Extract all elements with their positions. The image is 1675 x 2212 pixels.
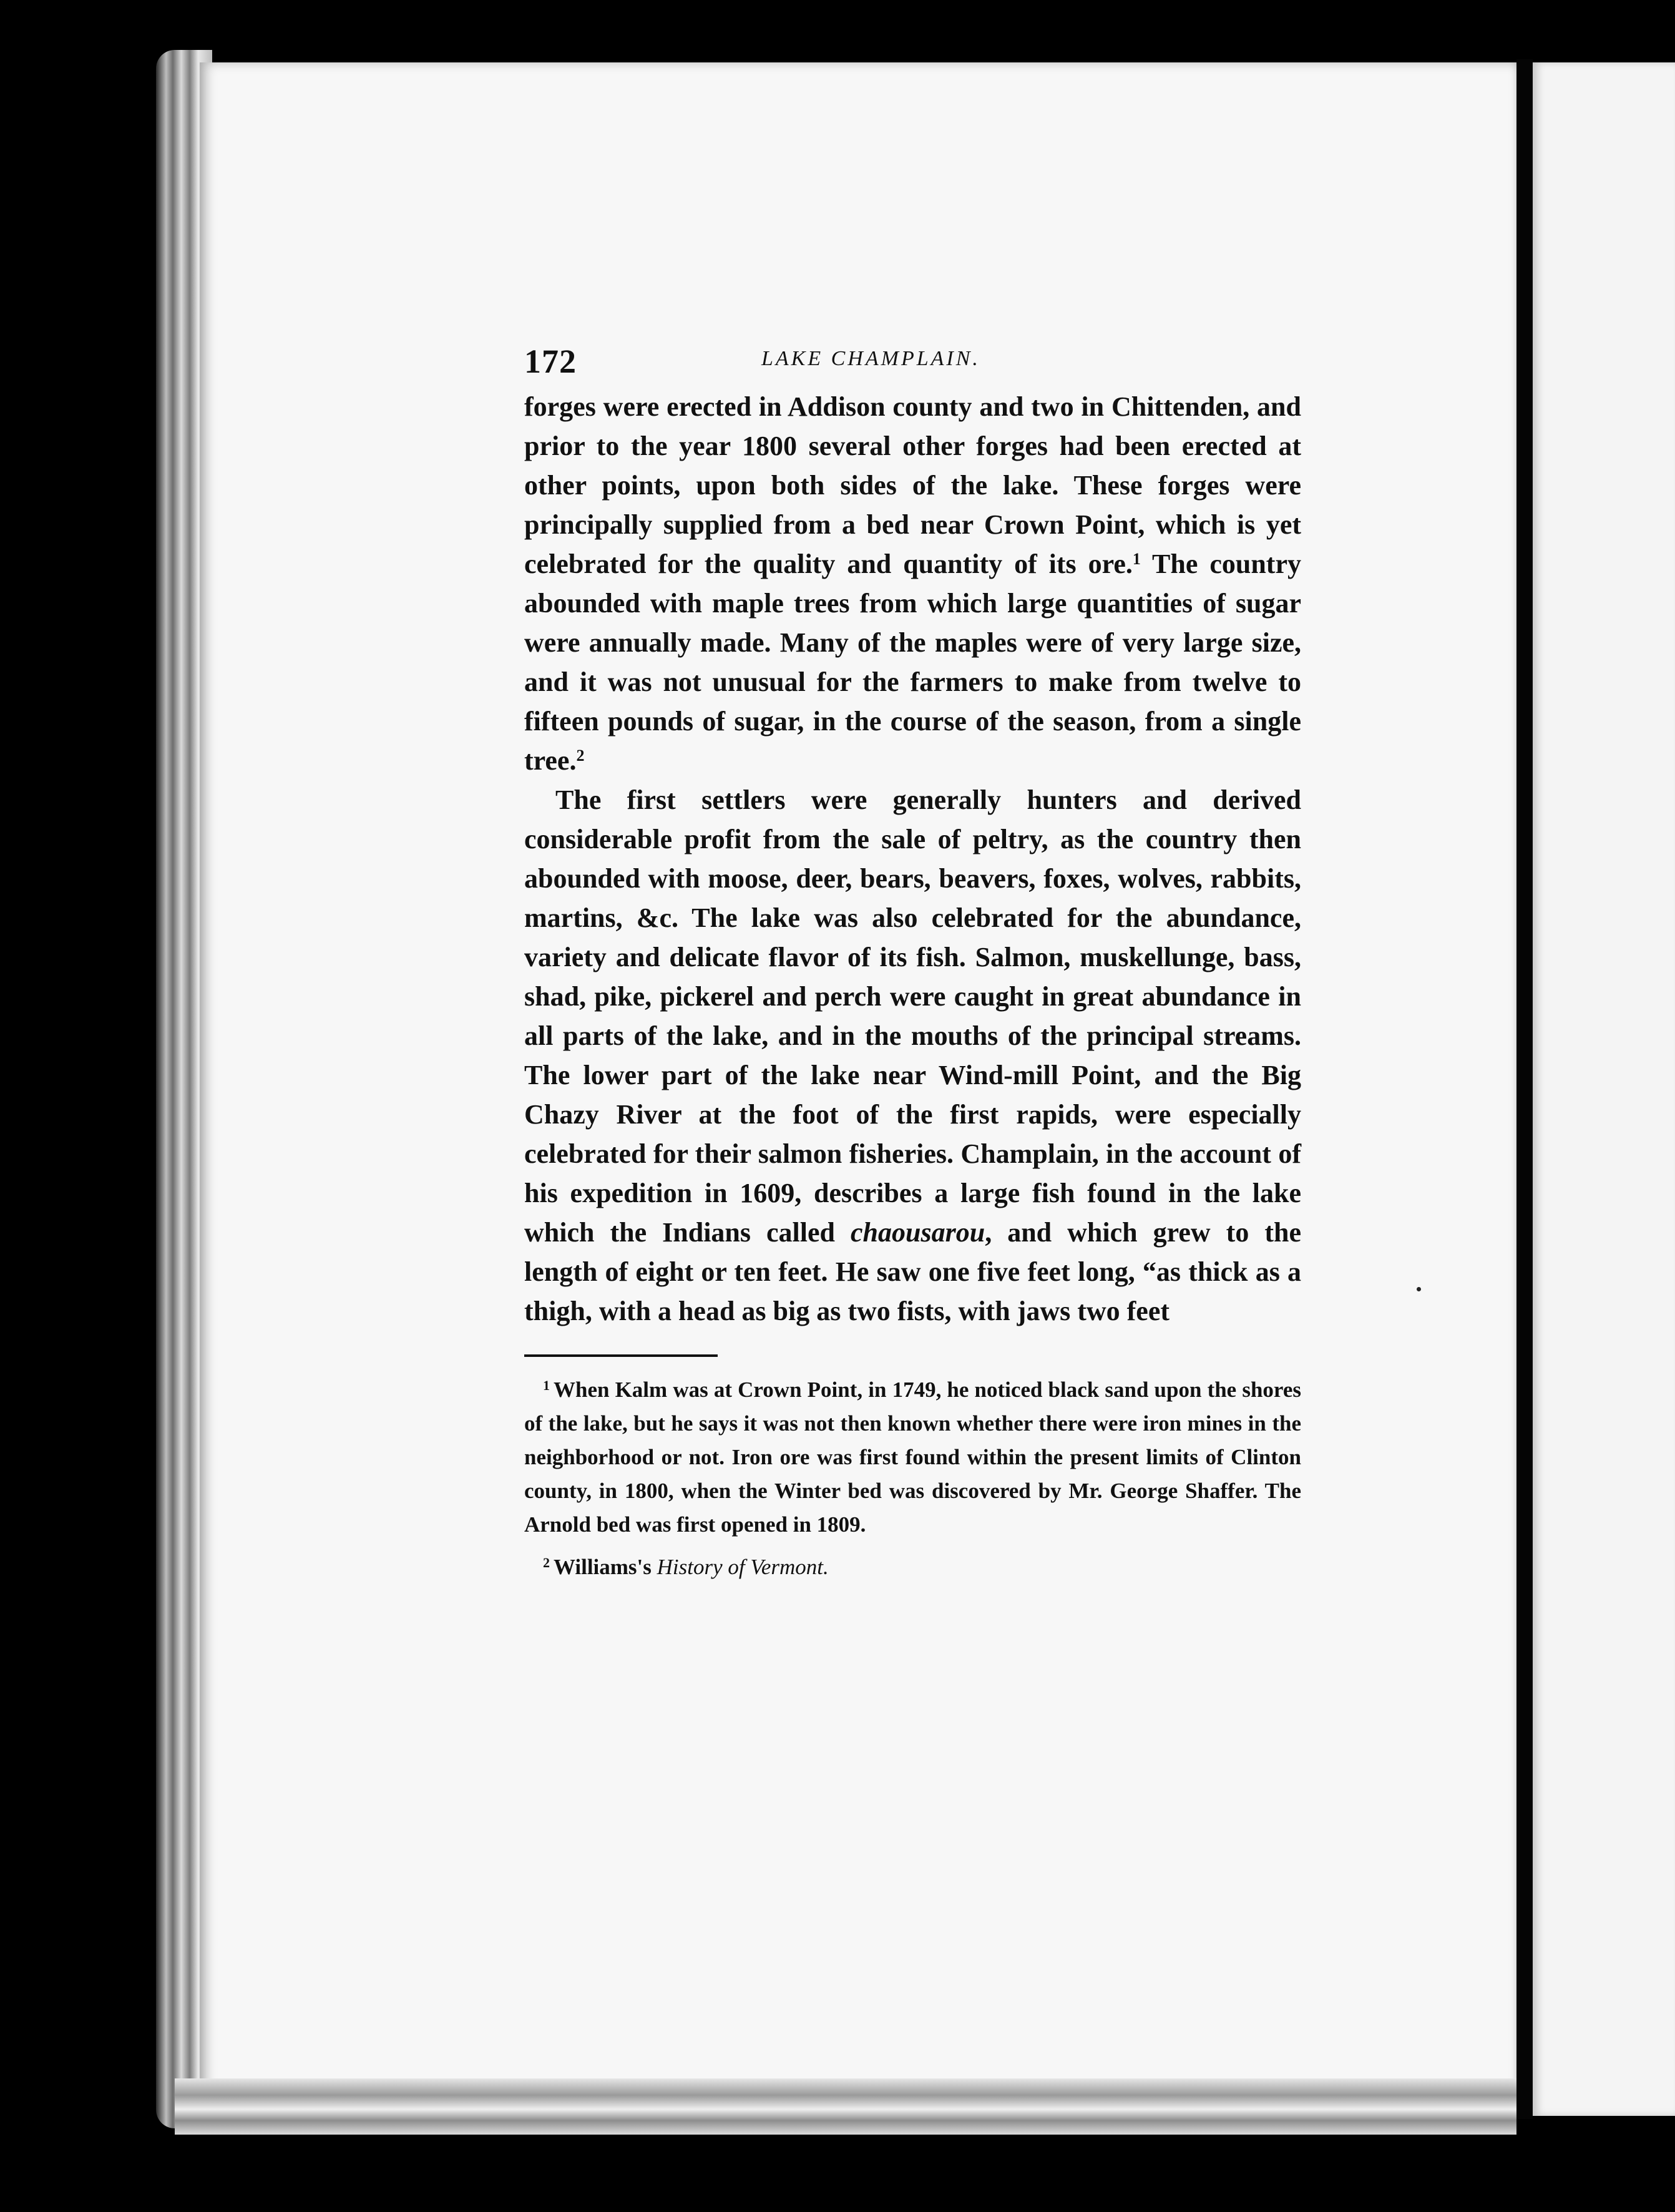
footnotes [524, 1373, 1301, 1584]
book-edge-bottom [175, 2078, 1516, 2135]
paragraph-text: The first settlers were generally hunters and derived considerable profit from the sale of peltry, as the country then abounded with moose, deer, bears, beavers, foxes, wolves, rabbits, martins, &c. The lake was also celebrated for the abundance, variety and delicate flavor of its fish. Salmon, muskellunge, bass, shad, pike, pickerel and perch were caught in great abundance in all parts of the lake, and in the mouths of the principal streams. The lower part of the lake near Wind-mill Point, and the Big Chazy River at the foot of the first rapids, were especially celebrated for their salmon fisheries. Champlain, in the account of his expedition in 1609, describes a large fish found in the lake which the Indians called [524, 785, 1301, 1248]
footnote-mark: 2 [543, 1555, 550, 1570]
footnote-2 [524, 1550, 1301, 1584]
footnote-rule [524, 1354, 718, 1357]
footnote-reference: 1 [1132, 550, 1141, 568]
body-text [524, 387, 1301, 1331]
footnote-text: When Kalm was at Crown Point, in 1749, he noticed black sand upon the shores of the lake, but he says it was not then known whether there were iron mines in the neighborhood or not. Iron ore was first found within the present limits of Clinton county, in 1800, when the Winter bed was discovered by Mr. George Shaffer. The Arnold bed was first opened in 1809. [524, 1378, 1301, 1537]
paragraph-text: The country abounded with maple trees from which large quantities of sugar were annually made. Many of the maples were of very large size, and it was not unusual for the farmers to make from twelve to fifteen pounds of sugar, in the course of the season, from a single tree. [524, 549, 1301, 776]
page-number: 172 [524, 343, 577, 380]
footnote-1 [524, 1373, 1301, 1542]
running-head [524, 331, 1301, 387]
paragraph-2 [524, 780, 1301, 1331]
italic-term: chaousarou [851, 1217, 985, 1248]
paragraph-1 [524, 387, 1301, 780]
footnote-text: Williams's [554, 1555, 657, 1579]
paragraph-text: , and which grew to the length of eight or ten feet. He saw one five feet long, “as thick as a thigh, with a head as big as two fists, with jaws two feet [524, 1217, 1301, 1326]
dust-speck [1417, 1287, 1421, 1291]
paragraph-text: forges were erected in Addison county and two in Chittenden, and prior to the year 1800 several other forges had been erected at other points, upon both sides of the lake. These forges were principally supplied from a bed near Crown Point, which is yet celebrated for the quality and quantity of its ore. [524, 391, 1301, 579]
facing-page-edge [1533, 62, 1675, 2116]
footnote-reference: 2 [576, 746, 585, 765]
running-title: LAKE CHAMPLAIN. [761, 347, 980, 370]
book-title: History of Vermont. [657, 1555, 829, 1579]
footnote-mark: 1 [543, 1378, 550, 1393]
page-text-block [524, 331, 1301, 1584]
page-gutter [1516, 59, 1533, 2119]
